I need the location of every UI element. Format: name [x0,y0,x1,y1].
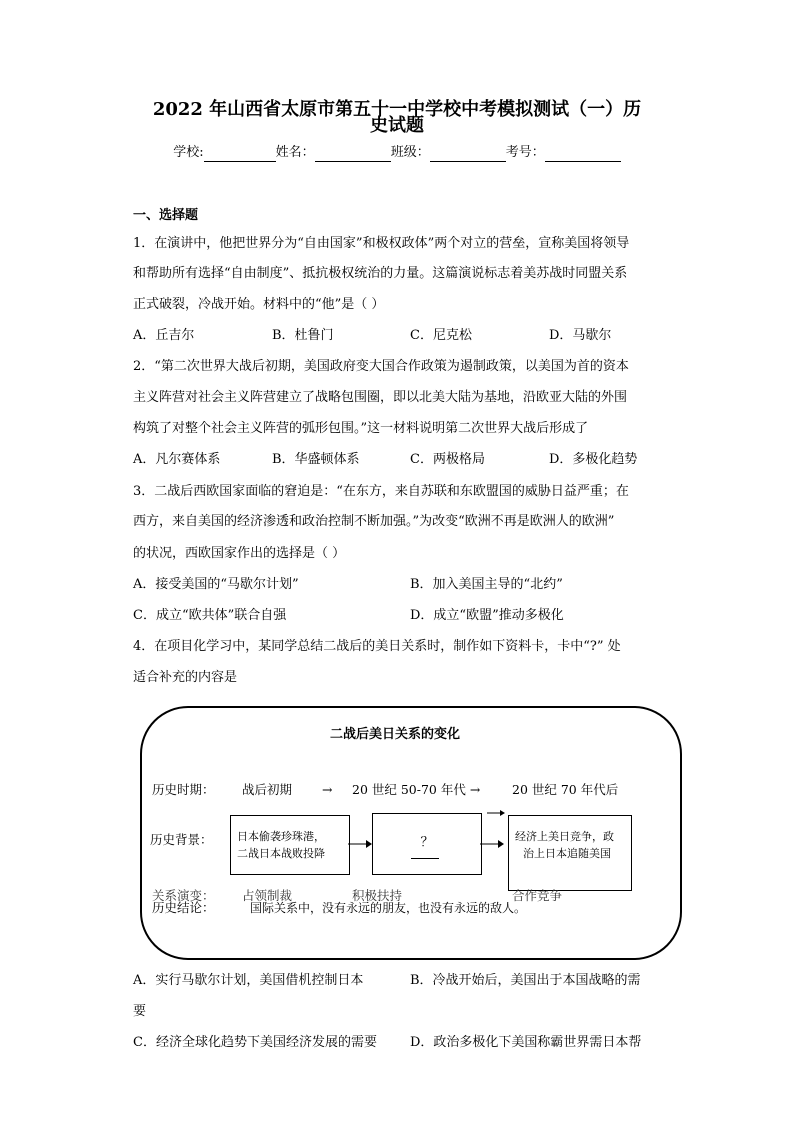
section-title: 一、选择题 [133,208,199,223]
relation-support: 积极扶持 [352,888,403,903]
q2-option-a[interactable]: A．凡尔赛体系 [133,452,221,467]
q2-option-b[interactable]: B．华盛顿体系 [272,452,360,467]
conclusion-text: 国际关系中，没有永远的朋友，也没有永远的敌人。 [250,901,527,915]
box2-answer-line [411,858,439,859]
class-blank [430,148,506,162]
box1-line-2: 二战日本战败投降 [237,847,325,860]
exam-title-line-2: 史试题 [370,115,424,136]
exam-no-label: 考号： [505,145,545,160]
background-box-2 [372,813,482,875]
q1-line-2: 和帮助所有选择“自由制度”、抵抗极权统治的力量。这篇演说标志着美苏战时同盟关系 [133,266,628,281]
class-label: 班级： [390,145,430,160]
name-label: 姓名： [275,145,315,160]
q1-option-a[interactable]: A．丘吉尔 [133,328,195,343]
period-label: 历史时期： [152,782,215,797]
q3-line-2: 西方，来自美国的经济渗透和政治控制不断加强。”为改变“欧洲不再是欧洲人的欧洲” [133,514,615,529]
q2-line-3: 构筑了对整个社会主义阵营的弧形包围。”这一材料说明第二次世界大战后形成了 [133,421,589,436]
q4-option-b[interactable]: B．冷战开始后，美国出于本国战略的需 [410,973,641,988]
relation-cooperation: 合作竞争 [512,888,563,903]
conclusion-label: 历史结论： [152,900,215,915]
background-box-1 [230,815,350,875]
q4-line-2: 适合补充的内容是 [133,670,238,685]
q3-option-c[interactable]: C．成立“欧共体”联合自强 [133,608,287,623]
q2-option-c[interactable]: C．两极格局 [410,452,485,467]
q2-line-2: 主义阵营对社会主义阵营建立了战略包围圈，即以北美大陆为基地，沿欧亚大陆的外围 [133,390,628,405]
period-after-70s: 20 世纪 70 年代后 [512,782,619,797]
q2-option-d[interactable]: D．多极化趋势 [549,452,638,467]
q4-line-1: 4．在项目化学习中，某同学总结二战后的美日关系时，制作如下资料卡，卡中“?” 处 [133,639,621,654]
q1-line-3: 正式破裂，冷战开始。材料中的“他”是（ ） [133,297,385,312]
card-title: 二战后美日关系的变化 [330,727,461,742]
relation-occupation: 占领制裁 [242,888,293,903]
q3-option-a[interactable]: A．接受美国的“马歇尔计划” [133,577,299,592]
box1-line-1: 日本偷袭珍珠港， [237,830,325,843]
q3-line-3: 的状况，西欧国家作出的选择是（ ） [133,546,346,561]
q1-line-1: 1．在演讲中，他把世界分为“自由国家”和极权政体”两个对立的营垒，宣称美国将领导 [133,236,630,251]
period-postwar: 战后初期 [242,782,293,797]
q1-option-b[interactable]: B．杜鲁门 [272,328,334,343]
school-blank [204,148,276,162]
q4-option-d[interactable]: D．政治多极化下美国称霸世界需日本帮 [410,1035,642,1050]
period-arrow-1: → [322,782,333,797]
arrow-box1-to-box2 [348,838,372,850]
q3-option-d[interactable]: D．成立“欧盟”推动多极化 [410,608,564,623]
background-box-3 [508,815,632,891]
exam-no-blank [545,148,621,162]
q4-option-a[interactable]: A．实行马歇尔计划，美国借机控制日本 [133,973,364,988]
exam-title-line-1: 2022 年山西省太原市第五十一中学校中考模拟测试（一）历 [152,99,642,120]
q3-line-1: 3．二战后西欧国家面临的窘迫是：“在东方，来自苏联和东欧盟国的威胁日益严重；在 [133,484,629,499]
name-blank [315,148,391,162]
student-info-line [0,144,794,162]
us-japan-info-card [140,706,682,960]
q4-option-b-continued: 要 [133,1004,147,1019]
period-50-70s: 20 世纪 50-70 年代 → [352,782,481,797]
background-label: 历史背景： [150,832,213,847]
relation-label: 关系演变： [152,888,215,903]
q3-option-b[interactable]: B．加入美国主导的“北约” [410,577,563,592]
q1-option-c[interactable]: C．尼克松 [410,328,472,343]
q1-option-d[interactable]: D．马歇尔 [549,328,612,343]
box3-line-1: 经济上美日竞争，政 [515,830,614,843]
school-label: 学校: [173,145,204,160]
box2-question-mark: ？ [420,835,434,850]
q2-line-1: 2．“第二次世界大战后初期，美国政府变大国合作政策为遏制政策，以美国为首的资本 [133,359,629,374]
box3-line-2: 治上日本追随美国 [523,847,611,860]
arrow-box2-stub [487,809,505,817]
arrow-box2-to-box3 [480,838,504,850]
q4-option-c[interactable]: C．经济全球化趋势下美国经济发展的需要 [133,1035,377,1050]
